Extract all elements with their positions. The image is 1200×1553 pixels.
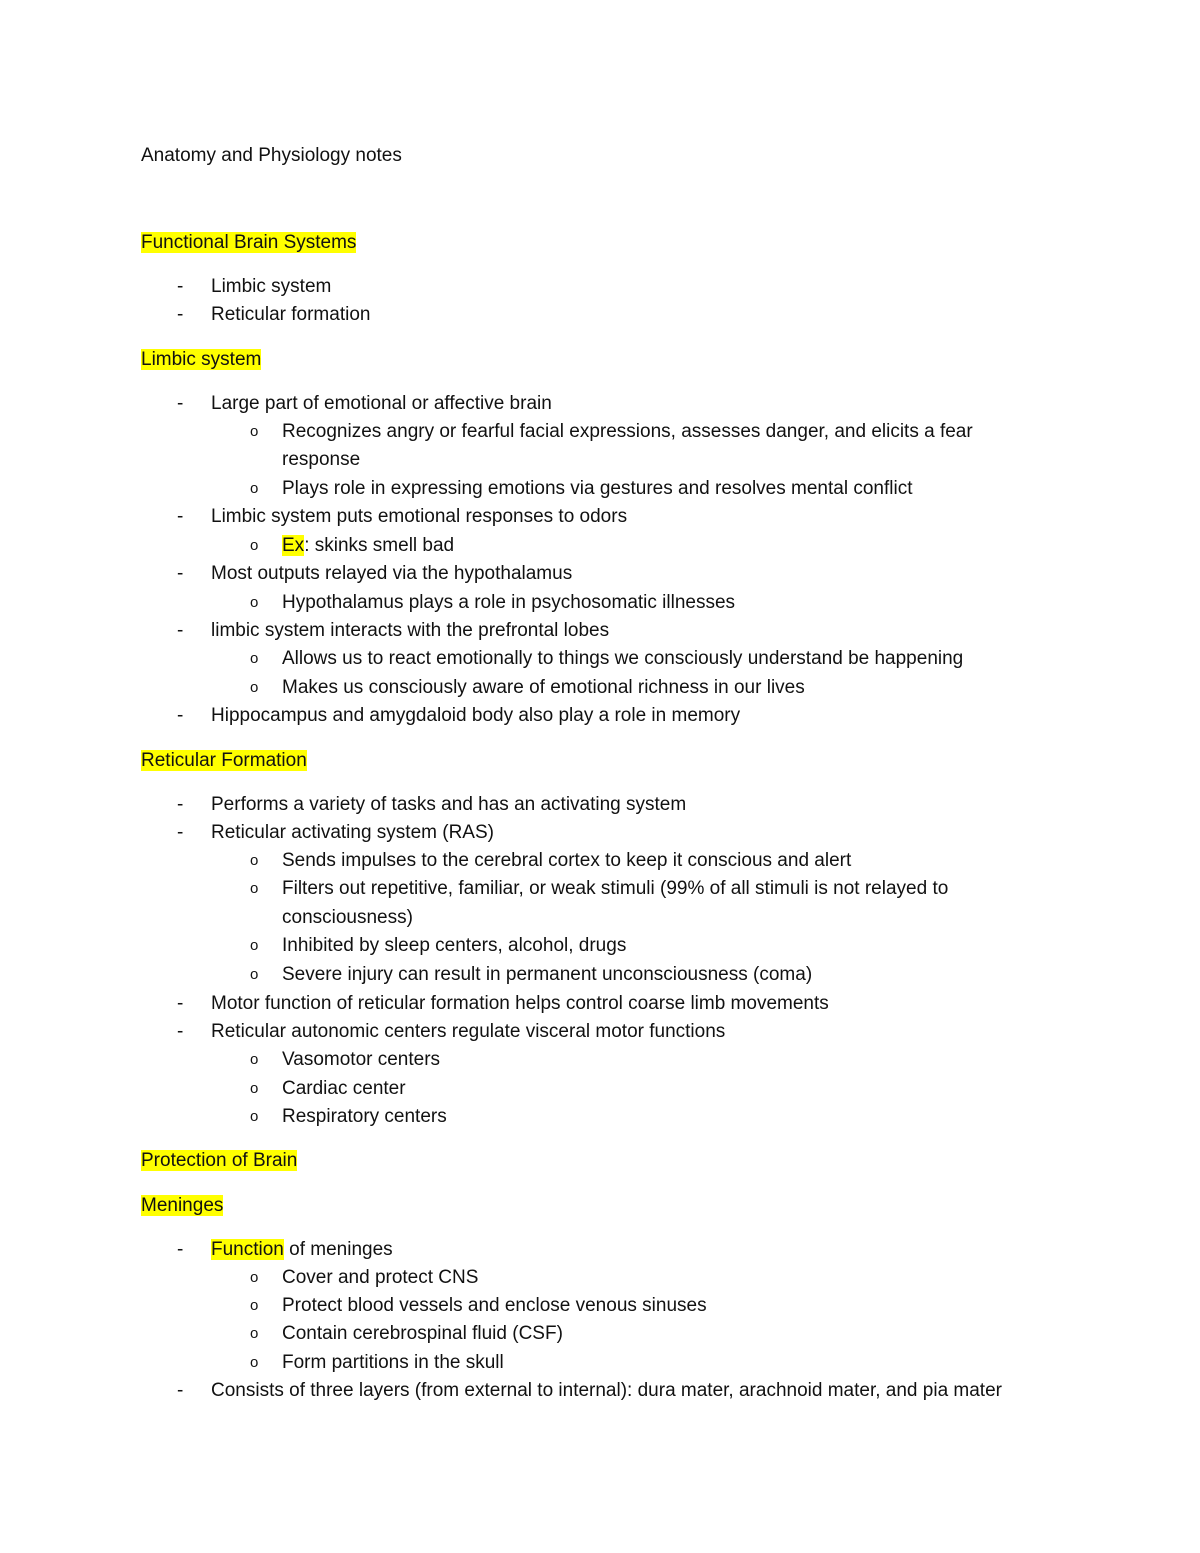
list-item: Performs a variety of tasks and has an activating system <box>211 794 687 815</box>
sub-list-item: Ex: skinks smell bad <box>282 535 455 556</box>
circle-bullet: o <box>250 937 259 954</box>
circle-bullet: o <box>250 423 259 440</box>
sub-list-item: Cover and protect CNS <box>282 1267 479 1288</box>
circle-bullet: o <box>250 1108 259 1125</box>
list-item: Reticular activating system (RAS) <box>211 822 494 843</box>
list-item: Reticular autonomic centers regulate visceral motor functions <box>211 1021 726 1042</box>
dash-bullet: - <box>177 393 184 414</box>
list-item: Large part of emotional or affective brain <box>211 393 552 414</box>
dash-bullet: - <box>177 304 184 325</box>
sub-list-item: Respiratory centers <box>282 1106 447 1127</box>
sub-list-item: Sends impulses to the cerebral cortex to keep it conscious and alert <box>282 850 852 871</box>
sub-list-item: Hypothalamus plays a role in psychosomatic illnesses <box>282 592 736 613</box>
heading-meninges: Meninges <box>141 1195 224 1216</box>
sub-list-item: Contain cerebrospinal fluid (CSF) <box>282 1323 563 1344</box>
list-item: Most outputs relayed via the hypothalamus <box>211 563 573 584</box>
sub-list-item: Plays role in expressing emotions via gestures and resolves mental conflict <box>282 478 913 499</box>
sub-list-item: Allows us to react emotionally to things we consciously understand be happening <box>282 648 964 669</box>
sub-list-item: Severe injury can result in permanent unconsciousness (coma) <box>282 964 813 985</box>
list-item: Motor function of reticular formation helps control coarse limb movements <box>211 993 829 1014</box>
heading-limbic-system: Limbic system <box>141 349 262 370</box>
sub-list-item-continuation: consciousness) <box>282 907 413 928</box>
dash-bullet: - <box>177 1239 184 1260</box>
highlighted-prefix: Function <box>211 1239 284 1260</box>
highlighted-prefix: Ex <box>282 535 305 556</box>
list-item: Hippocampus and amygdaloid body also play a role in memory <box>211 705 741 726</box>
document-title: Anatomy and Physiology notes <box>141 145 402 166</box>
dash-bullet: - <box>177 563 184 584</box>
dash-bullet: - <box>177 794 184 815</box>
dash-bullet: - <box>177 1021 184 1042</box>
heading-functional-brain-systems: Functional Brain Systems <box>141 232 357 253</box>
list-item: Consists of three layers (from external to internal): dura mater, arachnoid mater, and pia mater <box>211 1380 1002 1401</box>
circle-bullet: o <box>250 679 259 696</box>
circle-bullet: o <box>250 537 259 554</box>
circle-bullet: o <box>250 594 259 611</box>
sub-list-item: Filters out repetitive, familiar, or weak stimuli (99% of all stimuli is not relayed to <box>282 878 949 899</box>
circle-bullet: o <box>250 1354 259 1371</box>
sub-list-item: Recognizes angry or fearful facial expressions, assesses danger, and elicits a fear <box>282 421 973 442</box>
sub-list-item: Form partitions in the skull <box>282 1352 504 1373</box>
dash-bullet: - <box>177 620 184 641</box>
dash-bullet: - <box>177 705 184 726</box>
dash-bullet: - <box>177 822 184 843</box>
circle-bullet: o <box>250 480 259 497</box>
circle-bullet: o <box>250 1325 259 1342</box>
dash-bullet: - <box>177 1380 184 1401</box>
dash-bullet: - <box>177 506 184 527</box>
sub-list-item: Cardiac center <box>282 1078 406 1099</box>
circle-bullet: o <box>250 880 259 897</box>
heading-reticular-formation: Reticular Formation <box>141 750 307 771</box>
circle-bullet: o <box>250 1269 259 1286</box>
list-item: limbic system interacts with the prefrontal lobes <box>211 620 610 641</box>
circle-bullet: o <box>250 852 259 869</box>
list-item: Reticular formation <box>211 304 371 325</box>
sub-list-item: Protect blood vessels and enclose venous sinuses <box>282 1295 707 1316</box>
sub-list-item: Inhibited by sleep centers, alcohol, drugs <box>282 935 627 956</box>
list-item: Limbic system puts emotional responses to odors <box>211 506 628 527</box>
dash-bullet: - <box>177 276 184 297</box>
heading-protection-of-brain: Protection of Brain <box>141 1150 298 1171</box>
sub-list-item: Makes us consciously aware of emotional richness in our lives <box>282 677 805 698</box>
list-item: Limbic system <box>211 276 332 297</box>
circle-bullet: o <box>250 966 259 983</box>
circle-bullet: o <box>250 1297 259 1314</box>
sub-list-item: Vasomotor centers <box>282 1049 441 1070</box>
list-item: Function of meninges <box>211 1239 393 1260</box>
circle-bullet: o <box>250 1080 259 1097</box>
sub-list-item-continuation: response <box>282 449 361 470</box>
circle-bullet: o <box>250 1051 259 1068</box>
dash-bullet: - <box>177 993 184 1014</box>
circle-bullet: o <box>250 650 259 667</box>
